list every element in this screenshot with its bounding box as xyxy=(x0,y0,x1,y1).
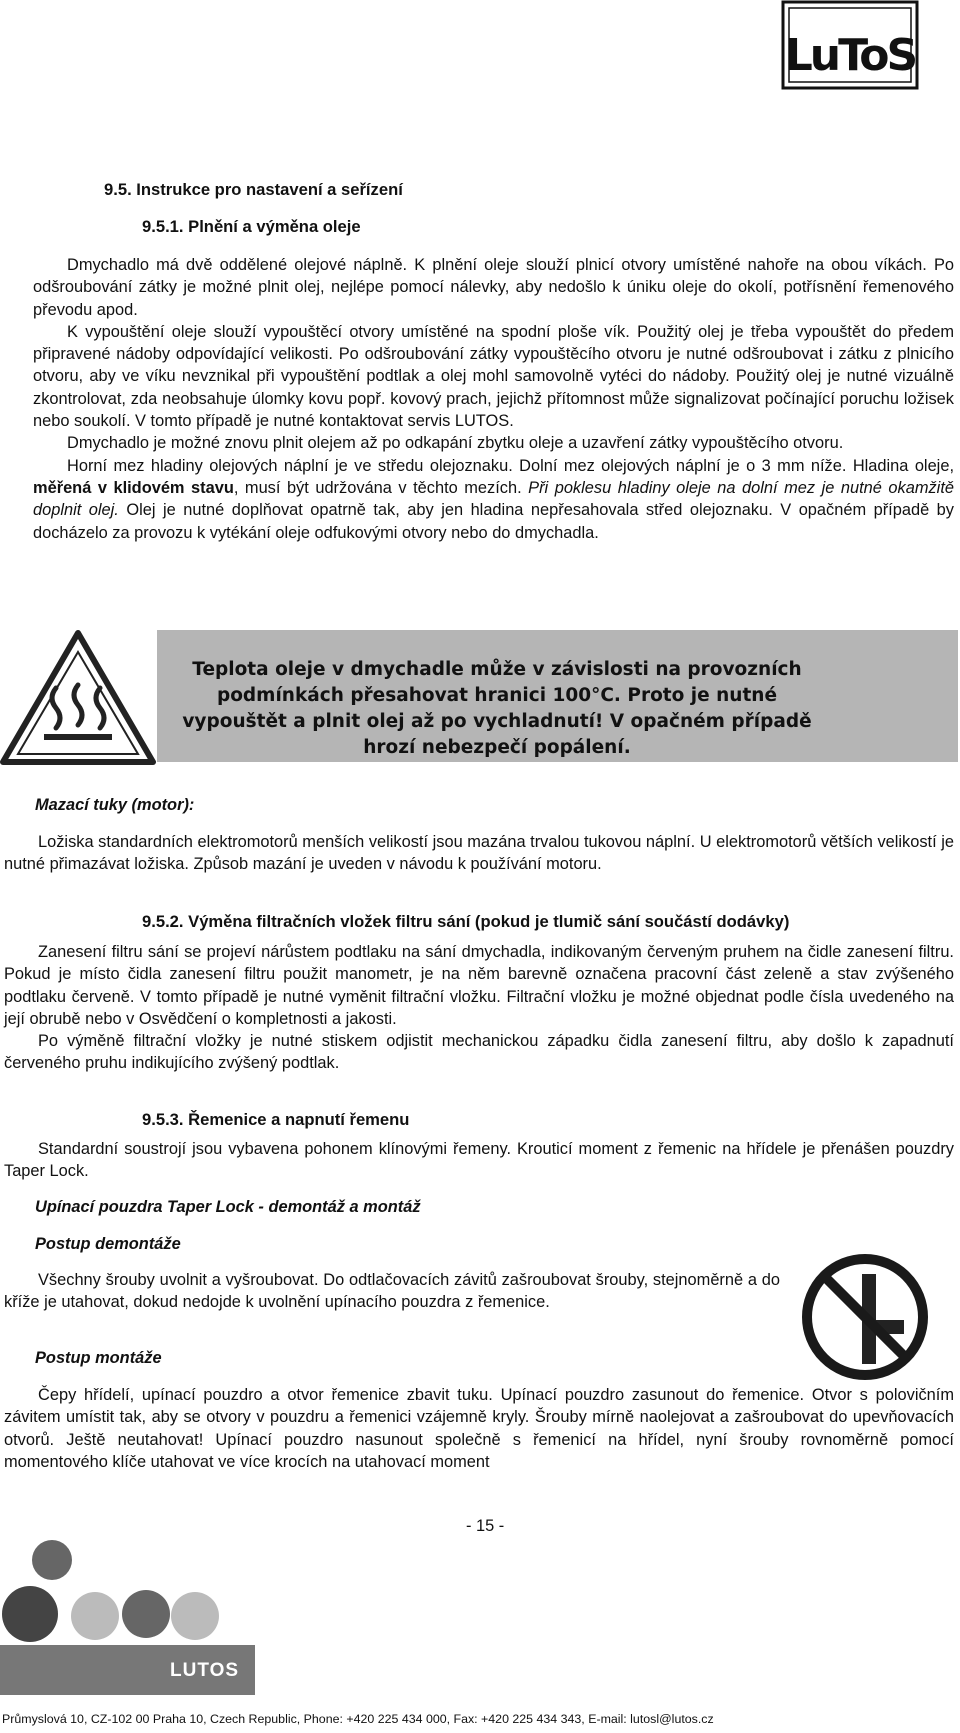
assembly-paragraph: Čepy hřídelí, upínací pouzdro a otvor řemenice zbavit tuku. Upínací pouzdro zasunout do řemenice. Otvor s polovičním závitem umístit tak, aby se otvory v pouzdru a řemenici vzájemně kryly. Šrouby mírně naolejovat a zašroubovat do upevňovacích otvorů. Ještě neutahovat! Upínací pouzdro nasunout společně s řemenicí na hřídel, nyní šrouby rovnoměrně pomocí momentového klíče utahovat ve více krocích na utahovací moment xyxy=(4,1386,954,1471)
oil-paragraph-4 xyxy=(33,455,954,544)
section-heading-9-5-1: 9.5.1. Plnění a výměna oleje xyxy=(142,217,361,236)
filter-paragraph-2: Po výměně filtrační vložky je nutné stiskem odjistit mechanickou západku čidla zanesení filtru, aby došlo k zapadnutí červeného pruhu indikujícího zvýšený podtlak. xyxy=(4,1032,954,1073)
section-heading-9-5: 9.5. Instrukce pro nastavení a seřízení xyxy=(104,180,403,199)
oil-paragraph-1: Dmychadlo má dvě oddělené olejové náplně. K plnění oleje slouží plnicí otvory umístěné nahoře na obou víkách. Po odšroubování zátky je možné plnit olej, nejlépe pomocí nálevky, aby nedošlo k úniku oleje do okolí, potřísnění řemenového převodu apod. xyxy=(33,256,954,319)
oil-p4-text-b: , musí být udržována v těchto mezích. xyxy=(233,478,529,497)
oil-paragraph-3: Dmychadlo je možné znovu plnit olejem až po odkapání zbytku oleje a uzavření zátky vypouštěcího otvoru. xyxy=(67,434,844,453)
oil-p4-text-c: Olej je nutné doplňovat opatrně tak, aby jen hladina nepřesahovala střed olejoznaku. V opačném případě by docházelo za provozu k vytékání oleje odfukovými otvory nebo do dmychadla. xyxy=(33,501,954,542)
lutos-logo xyxy=(780,0,920,92)
svg-text:LuToS: LuToS xyxy=(784,30,916,81)
oil-paragraph-2: K vypouštění oleje slouží vypouštěcí otvory umístěné na spodní ploše vík. Použitý olej je třeba vypouštět do předem připravené nádoby odpovídající velikosti. Po odšroubování zátky vypouštěcího otvoru je nutné odšroubovat i zátku z plnicího otvoru, aby ve víku nevznikal při vypouštění podtlak a olej mohl samovolně vytéci do nádoby. Použitý olej je nutné vizuálně zkontrolovat, zda neobsahuje úlomky kovu popř. kovový prach, jejichž přítomnost může signalizovat počínající poruchu ložisek nebo soukolí. V tomto případě je nutné kontaktovat servis LUTOS. xyxy=(33,322,954,431)
no-grease-prohibition-icon xyxy=(800,1252,930,1382)
oil-p4-text-a: Horní mez hladiny olejových náplní je ve středu olejoznaku. Dolní mez olejových náplní je o 3 mm níže. Hladina oleje, xyxy=(67,456,954,475)
warning-text: Teplota oleje v dmychadle může v závislosti na provozních podmínkách přesahovat hranici 100°C. Proto je nutné vypouštět a plnit olej až po vychladnutí! V opačném případě hrozí nebezpečí popálení. xyxy=(182,659,812,758)
filter-paragraph-1: Zanesení filtru sání se projeví nárůstem podtlaku na sání dmychadla, indikovaným červeným pruhem na čidle zanesení filtru. Pokud je místo čidla zanesení filtru použit manometr, je na něm barevně označena pracovní část zeleně a stav zvýšeného podtlaku červeně. V tomto případě je nutné vyměnit filtrační vložku. Filtrační vložku je možné objednat podle čísla uvedeného na její obrubě nebo v Osvědčení o kompletnosti a jakosti. xyxy=(4,943,954,1028)
filter-text-block xyxy=(4,941,954,1075)
footer-address: Průmyslová 10, CZ-102 00 Praha 10, Czech Republic, Phone: +420 225 434 000, Fax: +420 225 434 343, E-mail: lutosl@lutos.cz xyxy=(2,1712,714,1726)
section-heading-9-5-3: 9.5.3. Řemenice a napnutí řemenu xyxy=(142,1110,410,1129)
disassembly-paragraph: Všechny šrouby uvolnit a vyšroubovat. Do odtlačovacích závitů zašroubovat šrouby, stejnoměrně a do kříže je utahovat, dokud nedojde k uvolnění upínacího pouzdra z řemenice. xyxy=(4,1271,780,1312)
belt-paragraph: Standardní soustrojí jsou vybavena pohonem klínovými řemeny. Krouticí moment z řemenic na hřídele je přenášen pouzdry Taper Lock. xyxy=(4,1140,954,1181)
assembly-heading: Postup montáže xyxy=(35,1349,162,1367)
disassembly-heading: Postup demontáže xyxy=(35,1235,181,1253)
oil-text-block xyxy=(33,254,954,544)
footer-brand-graphic xyxy=(0,1538,260,1695)
taper-lock-heading: Upínací pouzdra Taper Lock - demontáž a montáž xyxy=(35,1198,421,1216)
grease-paragraph: Ložiska standardních elektromotorů menších velikostí jsou mazána trvalou tukovou náplní. U elektromotorů větších velikostí je nutné přimazávat ložiska. Způsob mazání je uveden v návodu k používání motoru. xyxy=(4,833,954,874)
grease-heading: Mazací tuky (motor): xyxy=(35,796,195,814)
oil-p4-bold: měřená v klidovém stavu xyxy=(33,478,234,497)
warning-box xyxy=(157,630,958,762)
hot-surface-triangle-icon xyxy=(0,630,156,766)
section-heading-9-5-2: 9.5.2. Výměna filtračních vložek filtru sání (pokud je tlumič sání součástí dodávky) xyxy=(142,912,790,931)
prohibition-sign-icon xyxy=(800,1252,930,1382)
oil-p4-italic: Při poklesu hladiny oleje na dolní mez je nutné okamžitě doplnit olej. xyxy=(33,478,954,520)
page-number: - 15 - xyxy=(466,1517,505,1535)
hot-surface-warning-icon xyxy=(0,630,156,766)
footer-brand-text: LUTOS xyxy=(170,1660,240,1681)
lutos-logo-graphic xyxy=(780,0,920,92)
